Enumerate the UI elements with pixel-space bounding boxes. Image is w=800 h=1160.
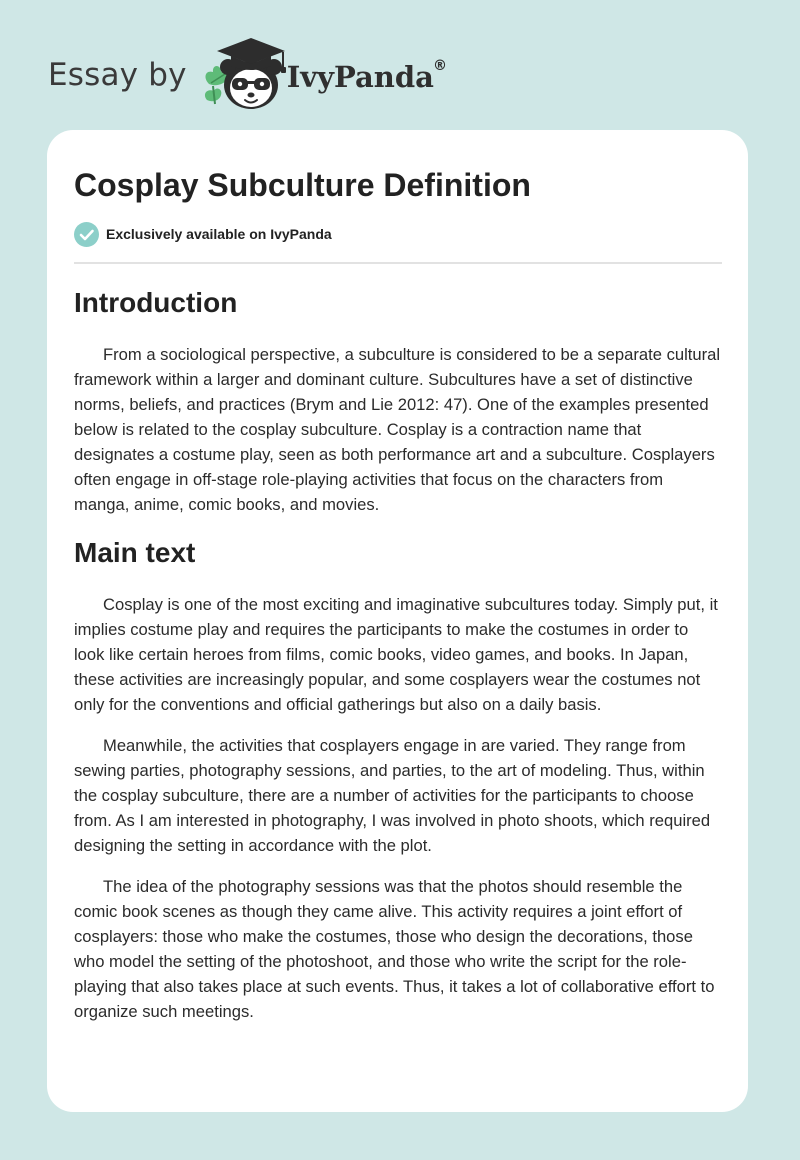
brand-name[interactable] bbox=[286, 57, 447, 94]
main-text-paragraph-3: The idea of the photography sessions was that the photos should resemble the comic book scenes as though they came alive. This activity requires a joint effort of cosplayers: those who make the costumes, those who design the decorations, those who model the setting of the photoshoot, and those who write the script for the role-playing that also takes place at such events. Thus, it takes a lot of collaborative effort to organize such meetings. bbox=[74, 877, 715, 1021]
page-title: Cosplay Subculture Definition bbox=[74, 167, 531, 203]
brand-header bbox=[48, 34, 447, 114]
section-heading-introduction: Introduction bbox=[74, 287, 238, 318]
main-text-paragraph-2: Meanwhile, the activities that cosplayers engage in are varied. They range from sewing parties, photography sessions, and parties, to the art of modeling. Thus, within the cosplay subculture, there are a number of activities for the participants to choose from. As I am interested in photography, I was involved in photo shoots, which required designing the setting in accordance with the plot. bbox=[74, 736, 711, 855]
section-heading-main-text: Main text bbox=[74, 537, 196, 568]
brand-prefix: Essay by bbox=[48, 56, 187, 93]
essay-card bbox=[47, 130, 748, 1112]
exclusive-label: Exclusively available on IvyPanda bbox=[106, 226, 332, 242]
registered-mark: ® bbox=[432, 57, 447, 74]
title-divider bbox=[74, 262, 722, 264]
exclusive-badge bbox=[74, 221, 722, 247]
main-text-paragraph-1: Cosplay is one of the most exciting and imaginative subcultures today. Simply put, it implies costume play and requires the participants to make the costumes in order to look like certain heroes from films, comic books, video games, and books. In Japan, these activities are increasingly popular, and some cosplayers wear the costumes not only for the conventions and official gatherings but also on a daily basis. bbox=[74, 595, 718, 714]
introduction-paragraph: From a sociological perspective, a subculture is considered to be a separate cultural framework within a larger and dominant culture. Subcultures have a set of distinctive norms, beliefs, and practices (Brym and Lie 2012: 47). One of the examples presented below is related to the cosplay subculture. Cosplay is a contraction name that designates a costume play, seen as both performance art and a subculture. Cosplayers often engage in off-stage role-playing activities that focus on the characters from manga, anime, comic books, and movies. bbox=[74, 345, 721, 514]
check-circle-icon bbox=[74, 222, 99, 247]
brand-name-text: IvyPanda bbox=[286, 59, 434, 94]
panda-graduate-icon[interactable] bbox=[199, 34, 295, 114]
